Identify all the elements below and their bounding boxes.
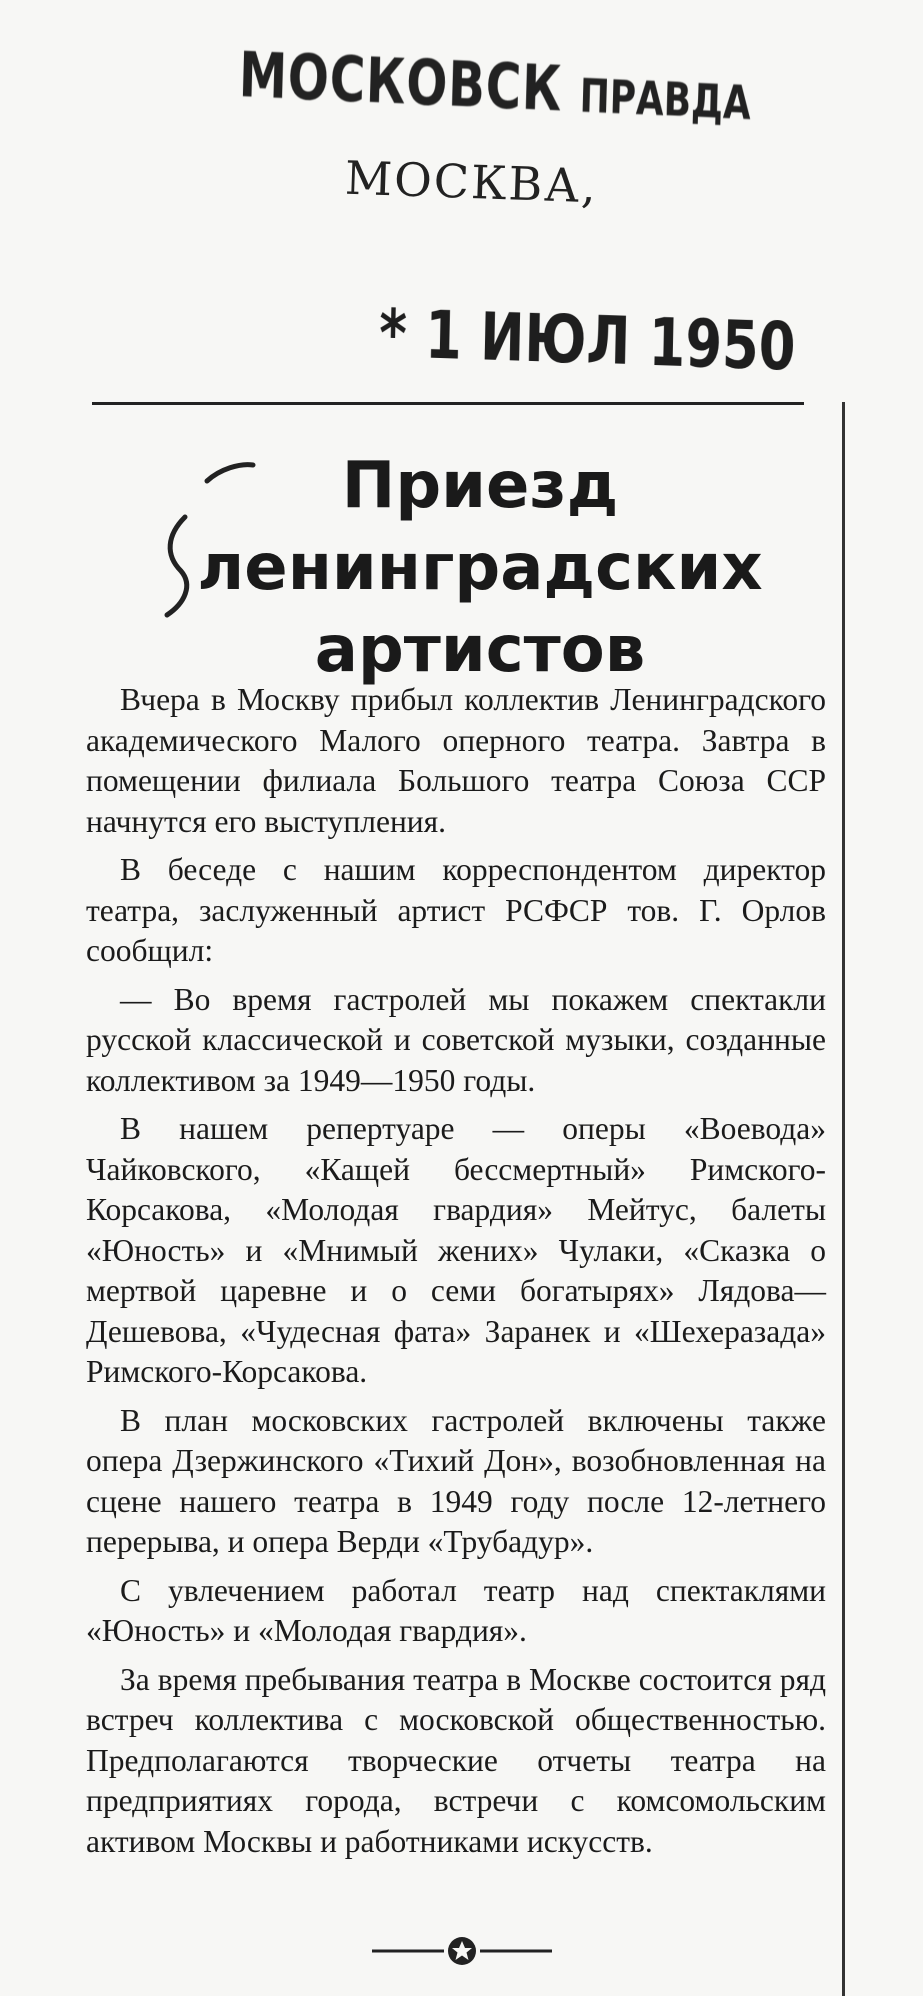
stamp-city: МОСКВА, — [344, 150, 599, 214]
headline-line-3: артистов — [314, 613, 646, 687]
end-ornament-icon — [372, 1933, 552, 1969]
newspaper-stamp — [238, 38, 752, 130]
stamp-newspaper-small: ПРАВДА — [579, 68, 752, 130]
headline-line-1: Приезд — [341, 449, 619, 523]
article-body — [86, 680, 826, 1870]
column-rule — [842, 402, 845, 1996]
stamp-date: * 1 ИЮЛ 1950 — [378, 295, 797, 386]
article-paragraph: Вчера в Москву прибыл коллектив Ленинградского академического Малого оперного театра. Завтра в помещении филиала Большого театра Союза ССР начнутся его выступления. — [86, 682, 826, 839]
article-paragraph: В план московских гастролей включены также опера Дзержинского «Тихий Дон», возобновленная на сцене нашего театра в 1949 году после 12-летнего перерыва, и опера Верди «Трубадур». — [86, 1402, 826, 1559]
article-headline — [150, 445, 810, 691]
headline-line-2: ленинградских — [197, 531, 763, 605]
article-paragraph: В беседе с нашим корреспондентом директор театра, заслуженный артист РСФСР тов. Г. Орлов сообщил: — [86, 852, 826, 968]
article-paragraph: В нашем репертуаре — оперы «Воевода» Чайковского, «Кащей бессмертный» Римского-Корсакова, «Молодая гвардия» Мейтус, балеты «Юность» и «Мнимый жених» Чулаки, «Сказка о мертвой царевне и о семи богатырях» Лядова—Дешевова, «Чудесная фата» Заранек и «Шехеразада» Римского-Корсакова. — [86, 1111, 826, 1389]
article-paragraph: С увлечением работал театр над спектаклями «Юность» и «Молодая гвардия». — [86, 1572, 826, 1648]
top-rule — [92, 402, 804, 405]
article-paragraph: — Во время гастролей мы покажем спектакли русской классической и советской музыки, созданные коллективом за 1949—1950 годы. — [86, 981, 826, 1098]
article-paragraph: За время пребывания театра в Москве состоится ряд встреч коллектива с московской общественностью. Предполагаются творческие отчеты театра на предприятиях города, встречи с комсомольским активом Москвы и работниками искусств. — [86, 1661, 826, 1859]
stamp-newspaper-main: МОСКОВСК — [238, 38, 564, 126]
